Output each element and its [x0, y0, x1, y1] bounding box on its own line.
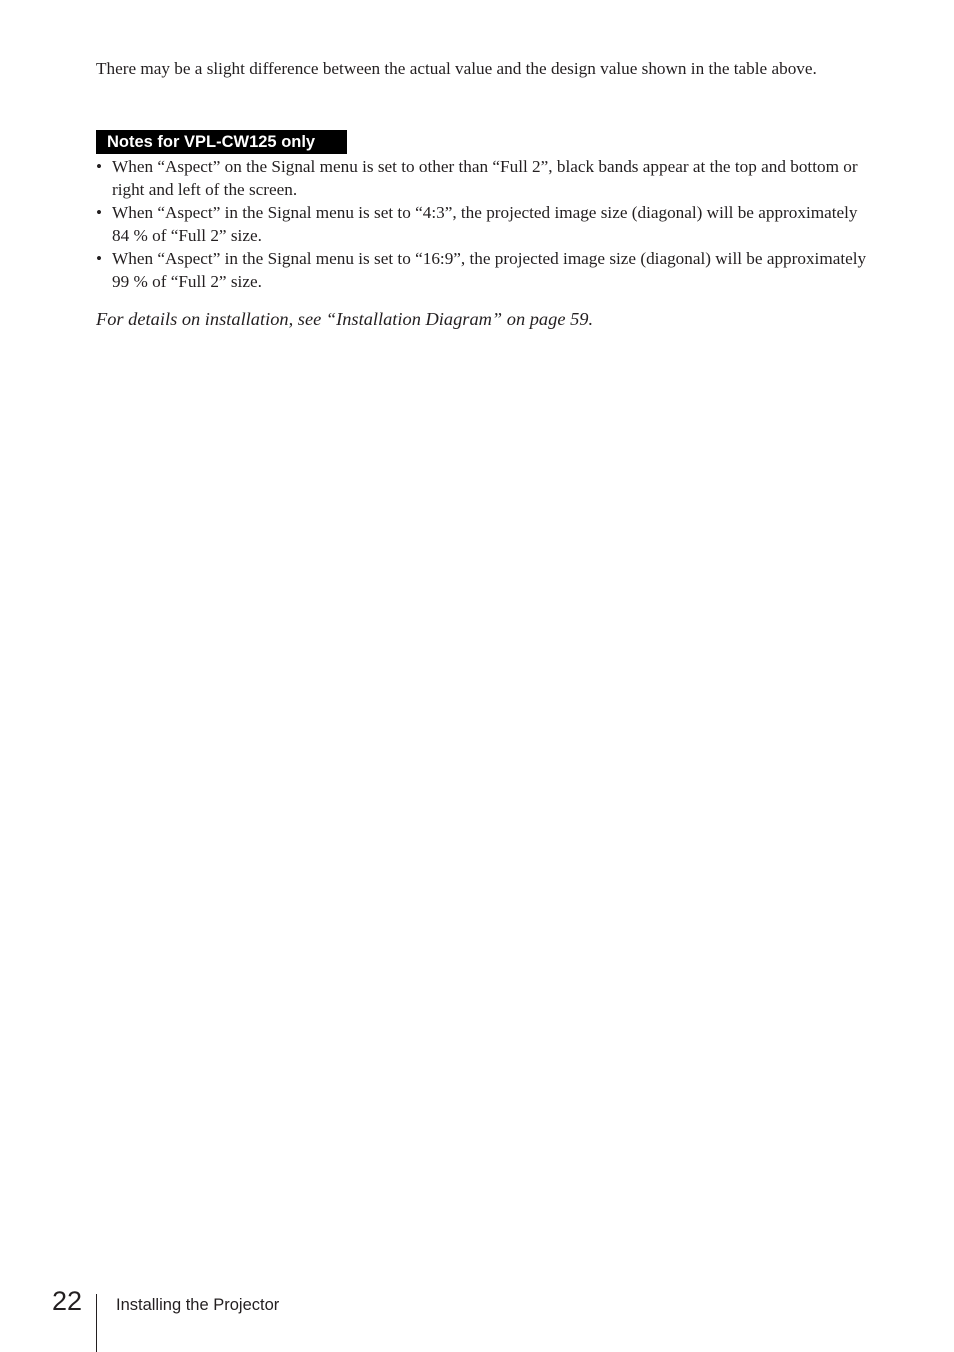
- list-item: [96, 201, 876, 247]
- bullet-icon: •: [96, 249, 103, 268]
- list-item-text: When “Aspect” on the Signal menu is set to other than “Full 2”, black bands appear at the top and bottom or right and left of the screen.: [112, 157, 858, 199]
- cross-reference-link[interactable]: For details on installation, see “Installation Diagram” on page 59.: [96, 309, 594, 329]
- bullet-icon: •: [96, 157, 103, 176]
- list-item-text: When “Aspect” in the Signal menu is set to “16:9”, the projected image size (diagonal) will be approximately 99 % of “Full 2” size.: [112, 249, 867, 291]
- list-item: [96, 247, 876, 293]
- notes-list: [96, 155, 876, 293]
- notes-heading: Notes for VPL-CW125 only: [96, 130, 347, 154]
- footer-section-title: Installing the Projector: [116, 1296, 280, 1314]
- list-item-text: When “Aspect” in the Signal menu is set to “4:3”, the projected image size (diagonal) will be approximately 84 % of “Full 2” size.: [112, 203, 858, 245]
- page-number: 22: [52, 1286, 83, 1316]
- footer-divider: [96, 1294, 97, 1352]
- intro-paragraph: There may be a slight difference between the actual value and the design value shown in the table above.: [96, 59, 817, 78]
- list-item: [96, 155, 876, 201]
- bullet-icon: •: [96, 203, 103, 222]
